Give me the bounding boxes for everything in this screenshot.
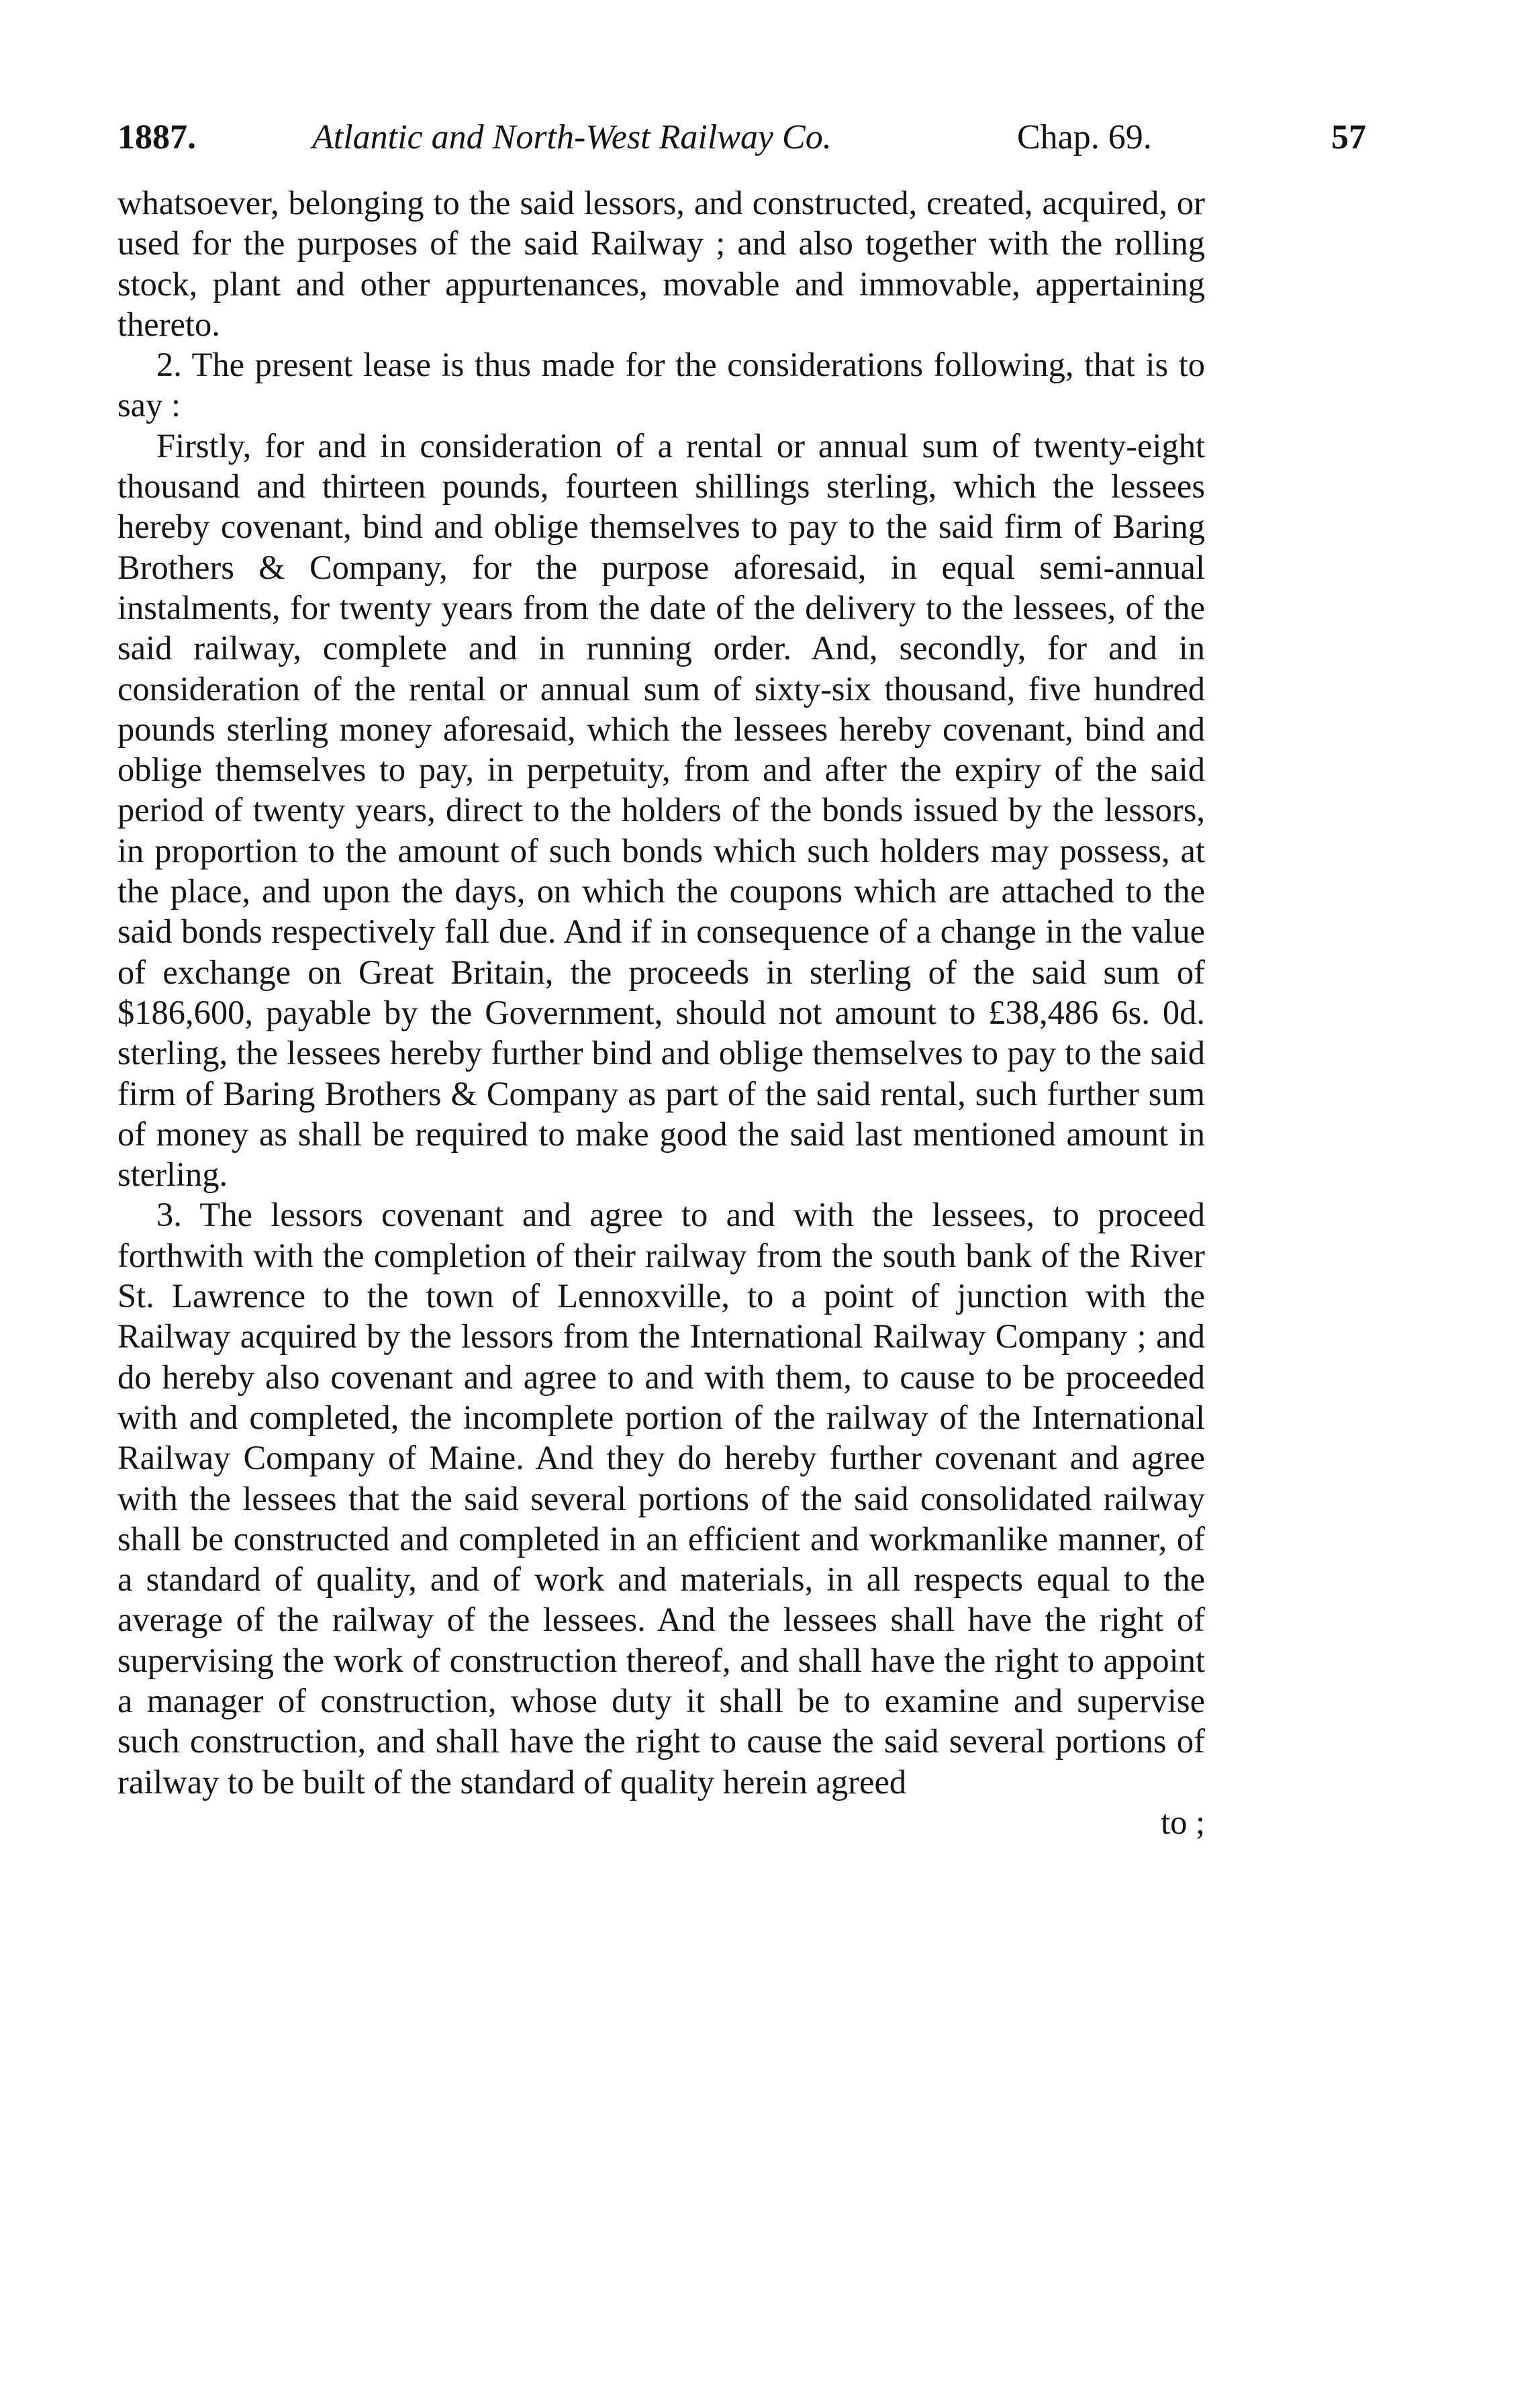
paragraph-firstly: Firstly, for and in consideration of a rental or annual sum of twenty-eight thousand and thirteen pounds, fourteen shillings sterling, which the lessees hereby covenant, bind and oblige themselves to pay to the said firm of Baring Brothers & Company, for the purpose aforesaid, in equal semi-annual instalments, for twenty years from the date of the delivery to the lessees, of the said railway, complete and in running order. And, secondly, for and in consideration of the rental or annual sum of sixty-six thousand, five hundred pounds sterling money aforesaid, which the lessees hereby covenant, bind and oblige themselves to pay, in perpetuity, from and after the expiry of the said period of twenty years, direct to the holders of the bonds issued by the lessors, in proportion to the amount of such bonds which such holders may possess, at the place, and upon the days, on which the coupons which are attached to the said bonds respectively fall due. And if in consequence of a change in the value of exchange on Great Britain, the proceeds in sterling of the said sum of $186,600, payable by the Government, should not amount to £38,486 6s. 0d. sterling, the lessees hereby further bind and oblige themselves to pay to the said firm of Baring Brothers & Company as part of the said rental, such further sum of money as shall be required to make good the said last mentioned amount in sterling. (117, 426, 1205, 1194)
running-header (117, 111, 1366, 164)
body-text (117, 183, 1205, 1842)
page-number: 57 (1331, 118, 1366, 156)
paragraph-section-2: 2. The present lease is thus made for the considerations following, that is to say : (117, 346, 1205, 424)
header-chapter: Chap. 69. (1017, 118, 1152, 156)
paragraph-continuation: whatsoever, belonging to the said lessors, and constructed, created, acquired, or used for the purposes of the said Railway ; and also together with the rolling stock, plant and other appurtenances, movable and immovable, appertaining thereto. (117, 184, 1205, 343)
catchword: to ; (1161, 1803, 1205, 1841)
paragraph-section-3: 3. The lessors covenant and agree to and with the lessees, to proceed forthwith with the completion of their railway from the south bank of the River St. Lawrence to the town of Lennoxville, to a point of junction with the Railway acquired by the lessors from the International Railway Company ; and do hereby also covenant and agree to and with them, to cause to be proceeded with and completed, the incomplete portion of the railway of the International Railway Company of Maine. And they do hereby further covenant and agree with the lessees that the said several portions of the said consolidated railway shall be constructed and completed in an efficient and workmanlike manner, of a standard of quality, and of work and materials, in all respects equal to the average of the railway of the lessees. And the lessees shall have the right of supervising the work of construction thereof, and shall have the right to appoint a manager of construction, whose duty it shall be to examine and supervise such construction, and shall have the right to cause the said several portions of railway to be built of the standard of quality herein agreed (117, 1196, 1205, 1801)
header-title: Atlantic and North-West Railway Co. (312, 118, 832, 156)
header-year: 1887. (117, 118, 196, 156)
